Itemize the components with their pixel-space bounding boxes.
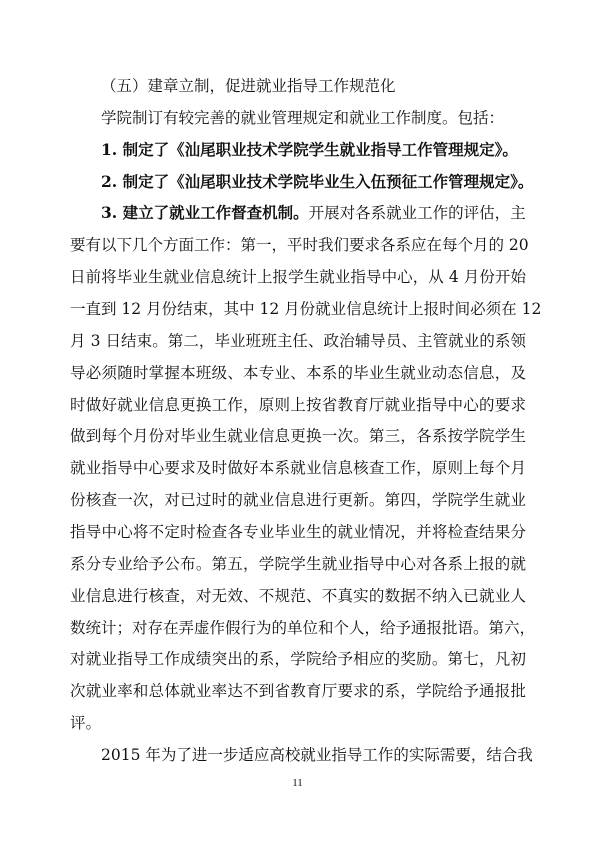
item-3-line-2: 要有以下几个方面工作：第一，平时我们要求各系应在每个月的 20 xyxy=(70,236,529,255)
item-3-line-15: 对就业指导工作成绩突出的系，学院给予相应的奖励。第七，凡初 xyxy=(70,650,526,669)
item-3-first-line xyxy=(101,203,526,223)
item-3-line-7: 时做好就业信息更换工作，原则上按省教育厅就业指导中心的要求 xyxy=(70,395,526,414)
item-3-line-10: 份核查一次，对已过时的就业信息进行更新。第四，学院学生就业 xyxy=(70,491,526,510)
item-3-line-13: 业信息进行核查，对无效、不规范、不真实的数据不纳入已就业人 xyxy=(70,586,526,605)
item-3-line-9: 就业指导中心要求及时做好本系就业信息核查工作，原则上每个月 xyxy=(70,459,526,478)
item-3-lead: 3. 建立了就业工作督查机制。 xyxy=(101,203,309,223)
item-3-line-4: 一直到 12 月份结束，其中 12 月份就业信息统计上报时间必须在 12 xyxy=(70,300,542,318)
section-heading: （五）建章立制，促进就业指导工作规范化 xyxy=(101,77,396,95)
item-3-line-1: 开展对各系就业工作的评估，主 xyxy=(308,204,526,223)
intro-line: 学院制订有较完善的就业管理规定和就业工作制度。包括： xyxy=(101,108,505,127)
item-3-line-16: 次就业率和总体就业率达不到省教育厅要求的系，学院给予通报批 xyxy=(70,682,526,701)
item-3-line-8: 做到每个月份对毕业生就业信息更换一次。第三，各系按学院学生 xyxy=(70,427,526,446)
item-3-line-3: 日前将毕业生就业信息统计上报学生就业指导中心，从 4 月份开始 xyxy=(70,268,526,287)
item-2: 2. 制定了《汕尾职业技术学院毕业生入伍预征工作管理规定》。 xyxy=(101,171,534,191)
item-3-line-17: 评。 xyxy=(70,714,102,733)
item-3-line-14: 数统计；对存在弄虚作假行为的单位和个人，给予通报批语。第六， xyxy=(70,618,536,637)
item-1: 1. 制定了《汕尾职业技术学院学生就业指导工作管理规定》。 xyxy=(101,139,518,159)
item-3-line-5: 月 3 日结束。第二，毕业班班主任、政治辅导员、主管就业的系领 xyxy=(70,331,526,350)
paragraph-2015: 2015 年为了进一步适应高校就业指导工作的实际需要，结合我 xyxy=(101,746,533,764)
item-3-line-11: 指导中心将不定时检查各专业毕业生的就业情况，并将检查结果分 xyxy=(70,523,526,541)
page-number: 11 xyxy=(292,777,303,789)
item-3-line-6: 导必须随时掌握本班级、本专业、本系的毕业生就业动态信息，及 xyxy=(70,363,526,382)
item-3-line-12: 系分专业给予公布。第五，学院学生就业指导中心对各系上报的就 xyxy=(70,554,526,573)
